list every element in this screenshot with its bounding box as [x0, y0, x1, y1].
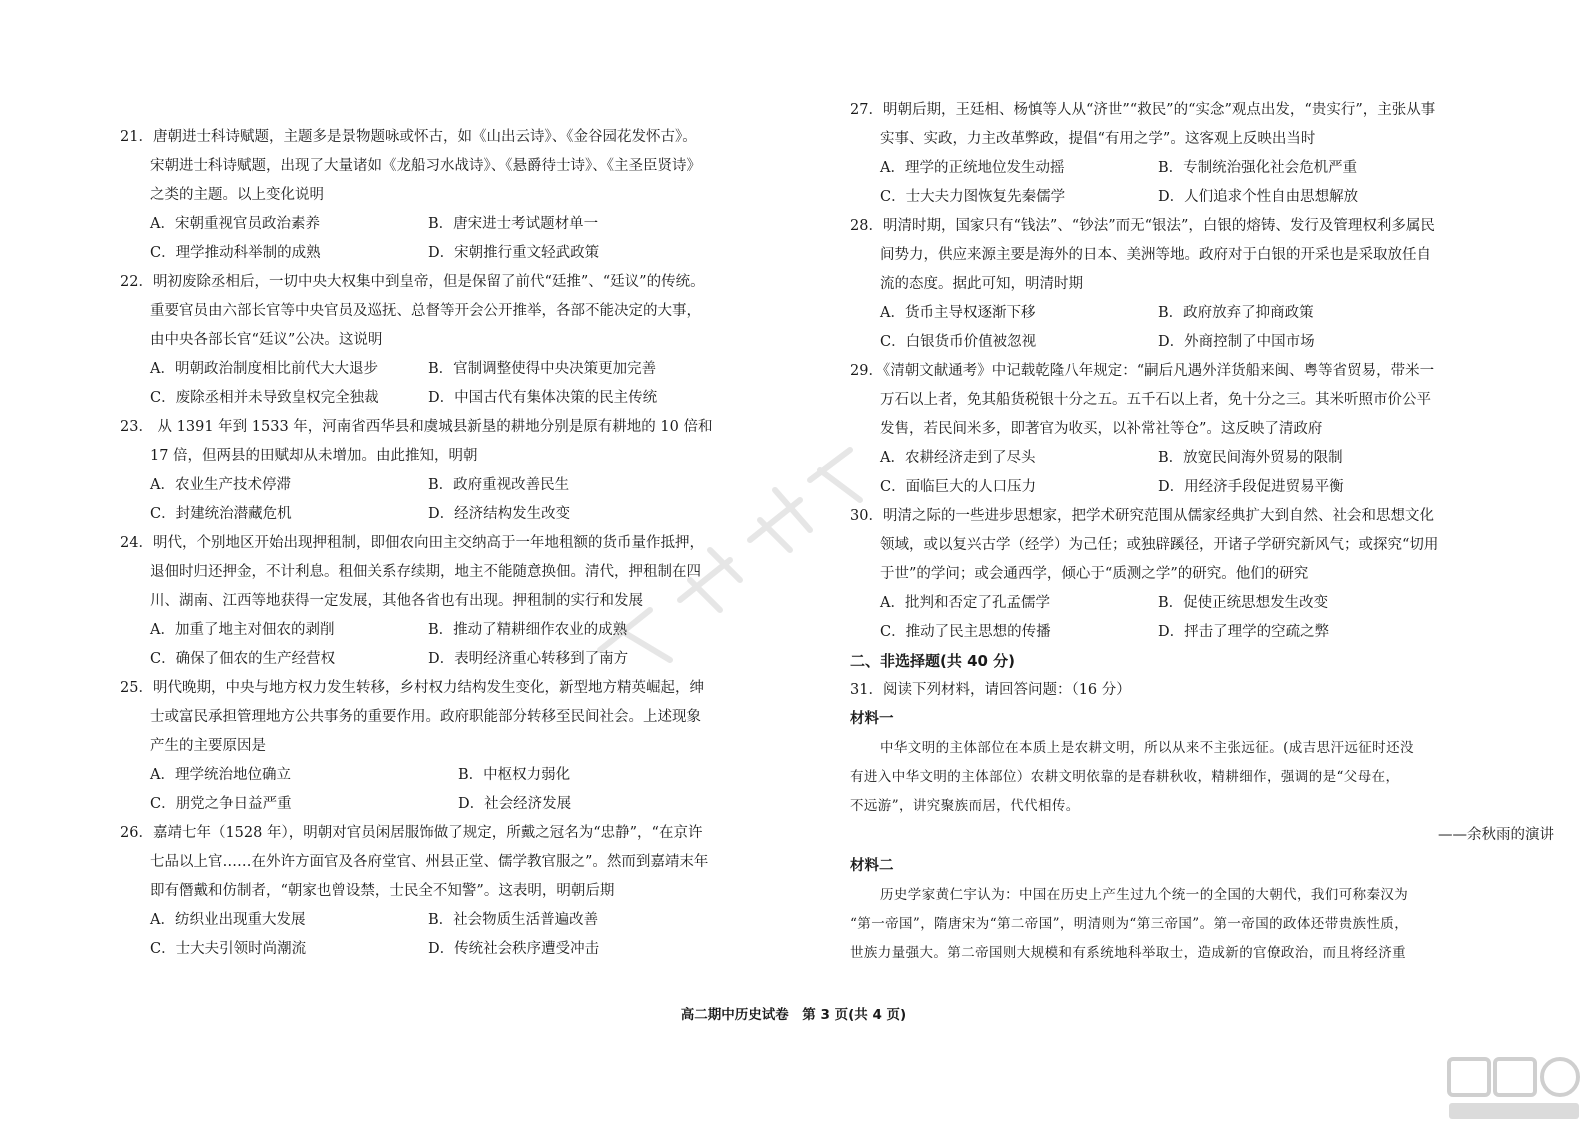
question-line: 退佃时归还押金，不计利息。租佃关系存续期，地主不能随意换佃。清代，押租制在四 — [150, 564, 701, 580]
option-d[interactable]: D．中国古代有集体决策的民主传统 — [428, 390, 658, 406]
question-line: 22．明初废除丞相后，一切中央大权集中到皇帝，但是保留了前代“廷推”、“廷议”的传统。 — [120, 274, 705, 290]
option-c[interactable]: C．确保了佃农的生产经营权 — [150, 651, 336, 667]
question-line: 士或富民承担管理地方公共事务的重要作用。政府职能部分转移至民间社会。上述现象 — [150, 709, 701, 725]
material-2-line: “第一帝国”，隋唐宋为“第二帝国”，明清则为“第三帝国”。第一帝国的政体还带贵族性质， — [850, 916, 1409, 932]
option-b[interactable]: B．政府放弃了抑商政策 — [1158, 305, 1314, 321]
question-line: 30．明清之际的一些进步思想家，把学术研究范围从儒家经典扩大到自然、社会和思想文化 — [850, 508, 1434, 524]
material-1-line: 有进入中华文明的主体部位）农耕文明依靠的是春耕秋收，精耕细作，强调的是“父母在， — [850, 769, 1400, 785]
question-line: 流的态度。据此可知，明清时期 — [880, 276, 1083, 292]
option-d[interactable]: D．传统社会秩序遭受冲击 — [428, 941, 600, 957]
option-a[interactable]: A．批判和否定了孔孟儒学 — [880, 595, 1050, 611]
option-a[interactable]: A．货币主导权逐渐下移 — [880, 305, 1036, 321]
question-line: 间势力，供应来源主要是海外的日本、美洲等地。政府对于白银的开采也是采取放任自 — [880, 247, 1431, 263]
option-b[interactable]: B．放宽民间海外贸易的限制 — [1158, 450, 1343, 466]
option-c[interactable]: C．推动了民主思想的传播 — [880, 624, 1051, 640]
option-b[interactable]: B．推动了精耕细作农业的成熟 — [428, 622, 628, 638]
material-2-line: 世族力量强大。第二帝国则大规模和有系统地科举取士，造成新的官僚政治，而且将经济重 — [850, 945, 1406, 961]
option-b[interactable]: B．官制调整使得中央决策更加完善 — [428, 361, 657, 377]
option-b[interactable]: B．中枢权力弱化 — [458, 767, 571, 783]
question-line: 产生的主要原因是 — [150, 738, 266, 754]
question-line: 25．明代晚期，中央与地方权力发生转移，乡村权力结构发生变化，新型地方精英崛起，绅 — [120, 680, 704, 696]
option-d[interactable]: D．外商控制了中国市场 — [1158, 334, 1315, 350]
question-line: 由中央各部长官“廷议”公决。这说明 — [150, 332, 383, 348]
material-2-line: 历史学家黄仁宇认为：中国在历史上产生过九个统一的全国的大朝代，我们可称秦汉为 — [880, 887, 1409, 903]
question-31-prompt: 31．阅读下列材料，请回答问题：（16 分） — [850, 682, 1131, 698]
option-a[interactable]: A．农业生产技术停滞 — [150, 477, 291, 493]
question-line: 宋朝进士科诗赋题，出现了大量诸如《龙船习水战诗》、《悬爵待士诗》、《主圣臣贤诗》 — [150, 158, 701, 174]
question-line: 23． 从 1391 年到 1533 年，河南省西华县和虞城县新垦的耕地分别是原有耕地的 10 倍和 — [120, 419, 713, 435]
question-line: 于世”的学问；或会通西学，倾心于“质测之学”的研究。他们的研究 — [880, 566, 1309, 582]
option-a[interactable]: A．明朝政治制度相比前代大大退步 — [150, 361, 378, 377]
option-c[interactable]: C．士大夫力图恢复先秦儒学 — [880, 189, 1066, 205]
option-b[interactable]: B．唐宋进士考试题材单一 — [428, 216, 599, 232]
option-b[interactable]: B．政府重视改善民生 — [428, 477, 570, 493]
question-line: 29．《清朝文献通考》中记载乾隆八年规定：“嗣后凡遇外洋货船来闽、粤等省贸易，带米一 — [850, 363, 1435, 379]
option-b[interactable]: B．专制统治强化社会危机严重 — [1158, 160, 1358, 176]
option-c[interactable]: C．白银货币价值被忽视 — [880, 334, 1037, 350]
option-a[interactable]: A．纺织业出现重大发展 — [150, 912, 306, 928]
material-1-label: 材料一 — [850, 711, 894, 727]
option-b[interactable]: B．社会物质生活普遍改善 — [428, 912, 599, 928]
question-line: 实事、实政，力主改革弊政，提倡“有用之学”。这客观上反映出当时 — [880, 131, 1316, 147]
question-line: 七品以上官……在外许方面官及各府堂官、州县正堂、儒学教官服之”。然而到嘉靖末年 — [150, 854, 709, 870]
material-1-source: ——余秋雨的演讲 — [1438, 827, 1554, 843]
option-c[interactable]: C．士大夫引领时尚潮流 — [150, 941, 307, 957]
option-b[interactable]: B．促使正统思想发生改变 — [1158, 595, 1329, 611]
section-heading: 二、非选择题(共 40 分) — [850, 652, 1016, 670]
question-line: 之类的主题。以上变化说明 — [150, 187, 324, 203]
question-line: 万石以上者，免其船货税银十分之五。五千石以上者，免十分之三。其米听照市价公平 — [880, 392, 1431, 408]
option-c[interactable]: C．废除丞相并未导致皇权完全独裁 — [150, 390, 379, 406]
option-a[interactable]: A．理学统治地位确立 — [150, 767, 291, 783]
material-1-line: 不远游”，讲究聚族而居，代代相传。 — [850, 798, 1080, 814]
option-d[interactable]: D．经济结构发生改变 — [428, 506, 571, 522]
question-line: 28．明清时期，国家只有“钱法”、“钞法”而无“银法”，白银的熔铸、发行及管理权利多属民 — [850, 218, 1435, 234]
option-a[interactable]: A．宋朝重视官员政治素养 — [150, 216, 320, 232]
option-d[interactable]: D．宋朝推行重文轻武政策 — [428, 245, 600, 261]
material-1-line: 中华文明的主体部位在本质上是农耕文明，所以从来不主张远征。(成吉思汗远征时还没 — [880, 740, 1414, 756]
option-c[interactable]: C．理学推动科举制的成熟 — [150, 245, 321, 261]
question-line: 17 倍，但两县的田赋却从未增加。由此推知，明朝 — [150, 448, 478, 464]
option-a[interactable]: A．农耕经济走到了尽头 — [880, 450, 1036, 466]
option-c[interactable]: C．面临巨大的人口压力 — [880, 479, 1037, 495]
question-line: 重要官员由六部长官等中央官员及巡抚、总督等开会公开推举，各部不能决定的大事， — [150, 303, 701, 319]
option-a[interactable]: A．加重了地主对佃农的剥削 — [150, 622, 335, 638]
option-a[interactable]: A．理学的正统地位发生动摇 — [880, 160, 1065, 176]
question-line: 川、湖南、江西等地获得一定发展，其他各省也有出现。押租制的实行和发展 — [150, 593, 643, 609]
question-line: 24．明代，个别地区开始出现押租制，即佃农向田主交纳高于一年地租额的货币量作抵押， — [120, 535, 704, 551]
watermark-graphic — [560, 430, 880, 690]
page-footer: 高二期中历史试卷 第 3 页(共 4 页) — [680, 1007, 907, 1023]
question-line: 26．嘉靖七年（1528 年），明朝对官员闲居服饰做了规定，所戴之冠名为“忠静”，“在京许 — [120, 825, 703, 841]
option-d[interactable]: D．抨击了理学的空疏之弊 — [1158, 624, 1330, 640]
question-line: 即有僭戴和仿制者，“朝家也曾设禁，士民全不知警”。这表明，明朝后期 — [150, 883, 615, 899]
option-c[interactable]: C．封建统治潜藏危机 — [150, 506, 292, 522]
question-line: 27．明朝后期，王廷相、杨慎等人从“济世”“救民”的“实念”观点出发，“贵实行”，主张从事 — [850, 102, 1436, 118]
option-d[interactable]: D．社会经济发展 — [458, 796, 572, 812]
question-line: 21．唐朝进士科诗赋题，主题多是景物题咏或怀古，如《山出云诗》、《金谷园花发怀古》。 — [120, 129, 697, 145]
corner-logo-graphic — [1445, 1055, 1585, 1123]
question-line: 领域，或以复兴古学（经学）为己任；或独辟蹊径，开诸子学研究新风气；或探究“切用 — [880, 537, 1439, 553]
option-d[interactable]: D．表明经济重心转移到了南方 — [428, 651, 629, 667]
option-c[interactable]: C．朋党之争日益严重 — [150, 796, 292, 812]
question-line: 发售，若民间米多，即著官为收买，以补常社等仓”。这反映了清政府 — [880, 421, 1323, 437]
option-d[interactable]: D．人们追求个性自由思想解放 — [1158, 189, 1359, 205]
option-d[interactable]: D．用经济手段促进贸易平衡 — [1158, 479, 1344, 495]
material-2-label: 材料二 — [850, 858, 894, 874]
